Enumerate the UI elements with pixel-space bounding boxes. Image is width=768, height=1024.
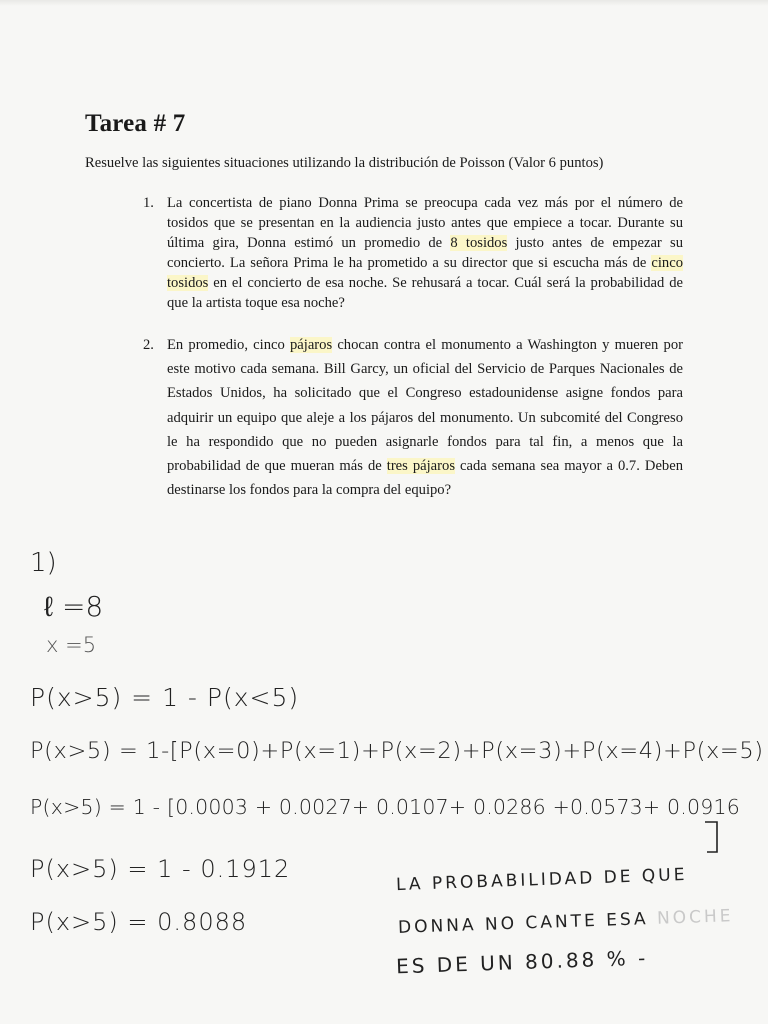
problem-number: 1.: [143, 195, 154, 211]
closing-bracket-icon: [703, 820, 721, 854]
faded-text: NOCHE: [656, 906, 734, 929]
problem-text: [167, 333, 683, 502]
highlighted-text: pájaros: [289, 337, 333, 353]
highlighted-text: 8 tosidos: [450, 235, 508, 251]
handwritten-lambda: ℓ =8: [44, 590, 104, 623]
handwritten-line-3: P(x>5) = 1 - [0.0003 + 0.0027+ 0.0107+ 0.0286 +0.0573+ 0.0916: [30, 795, 740, 819]
text-segment: DONNA NO CANTE ESA: [397, 908, 658, 938]
text-segment: en el concierto de esa noche. Se rehusará a tocar. Cuál será la probabilidad de que la artista toque esa noche?: [167, 275, 683, 311]
scan-edge: [0, 0, 768, 6]
text-segment: cada semana sea mayor a 0.7. Deben destinarse los fondos para la compra del equipo?: [167, 458, 683, 499]
handwritten-item-number: 1): [30, 548, 57, 578]
problem-text: [167, 193, 683, 313]
text-segment: chocan contra el monumento a Washington y mueren por este motivo cada semana. Bill Garcy, un oficial del Servicio de Parques Nacionales de Estados Unidos, ha solicitado que el Congreso estadounidense asigne fondos para adquirir un equipo que aleje a los pájaros del monumento. Un subcomité del Congreso le ha respondido que no pueden asignarle fondos para tal fin, a menos que la probabilidad de que mueran más de: [167, 337, 684, 475]
handwritten-x-value: x =5: [46, 633, 97, 657]
handwritten-line-2: P(x>5) = 1-[P(x=0)+P(x=1)+P(x=2)+P(x=3)+P(x=4)+P(x=5): [30, 738, 764, 764]
handwritten-line-1: P(x>5) = 1 - P(x<5): [30, 683, 300, 712]
problem-1: [143, 193, 683, 313]
instructions-text: Resuelve las siguientes situaciones utilizando la distribución de Poisson (Valor 6 puntos): [85, 155, 604, 171]
problem-number: 2.: [143, 337, 154, 353]
text-segment: En promedio, cinco: [167, 337, 290, 353]
handwritten-conclusion-line-3: ES DE UN 80.88 % -: [395, 945, 649, 979]
highlighted-text: tres pájaros: [386, 458, 455, 475]
handwritten-line-4: P(x>5) = 1 - 0.1912: [30, 855, 291, 883]
handwritten-conclusion-line-1: LA PROBABILIDAD DE QUE: [395, 864, 688, 896]
text-segment: justo antes de empezar su concierto. La señora Prima le ha prometido a su director que si escucha más de: [167, 235, 683, 271]
problem-2: [143, 333, 683, 502]
handwritten-conclusion-line-2: [398, 906, 734, 938]
page-title: Tarea # 7: [85, 110, 186, 137]
handwritten-line-5: P(x>5) = 0.8088: [30, 908, 248, 936]
highlighted-text: cinco tosidos: [167, 255, 683, 291]
text-segment: La concertista de piano Donna Prima se preocupa cada vez más por el número de tosidos que se presentan en la audiencia justo antes que empiece a tocar. Durante su última gira, Donna estimó un promedio de: [167, 195, 683, 251]
